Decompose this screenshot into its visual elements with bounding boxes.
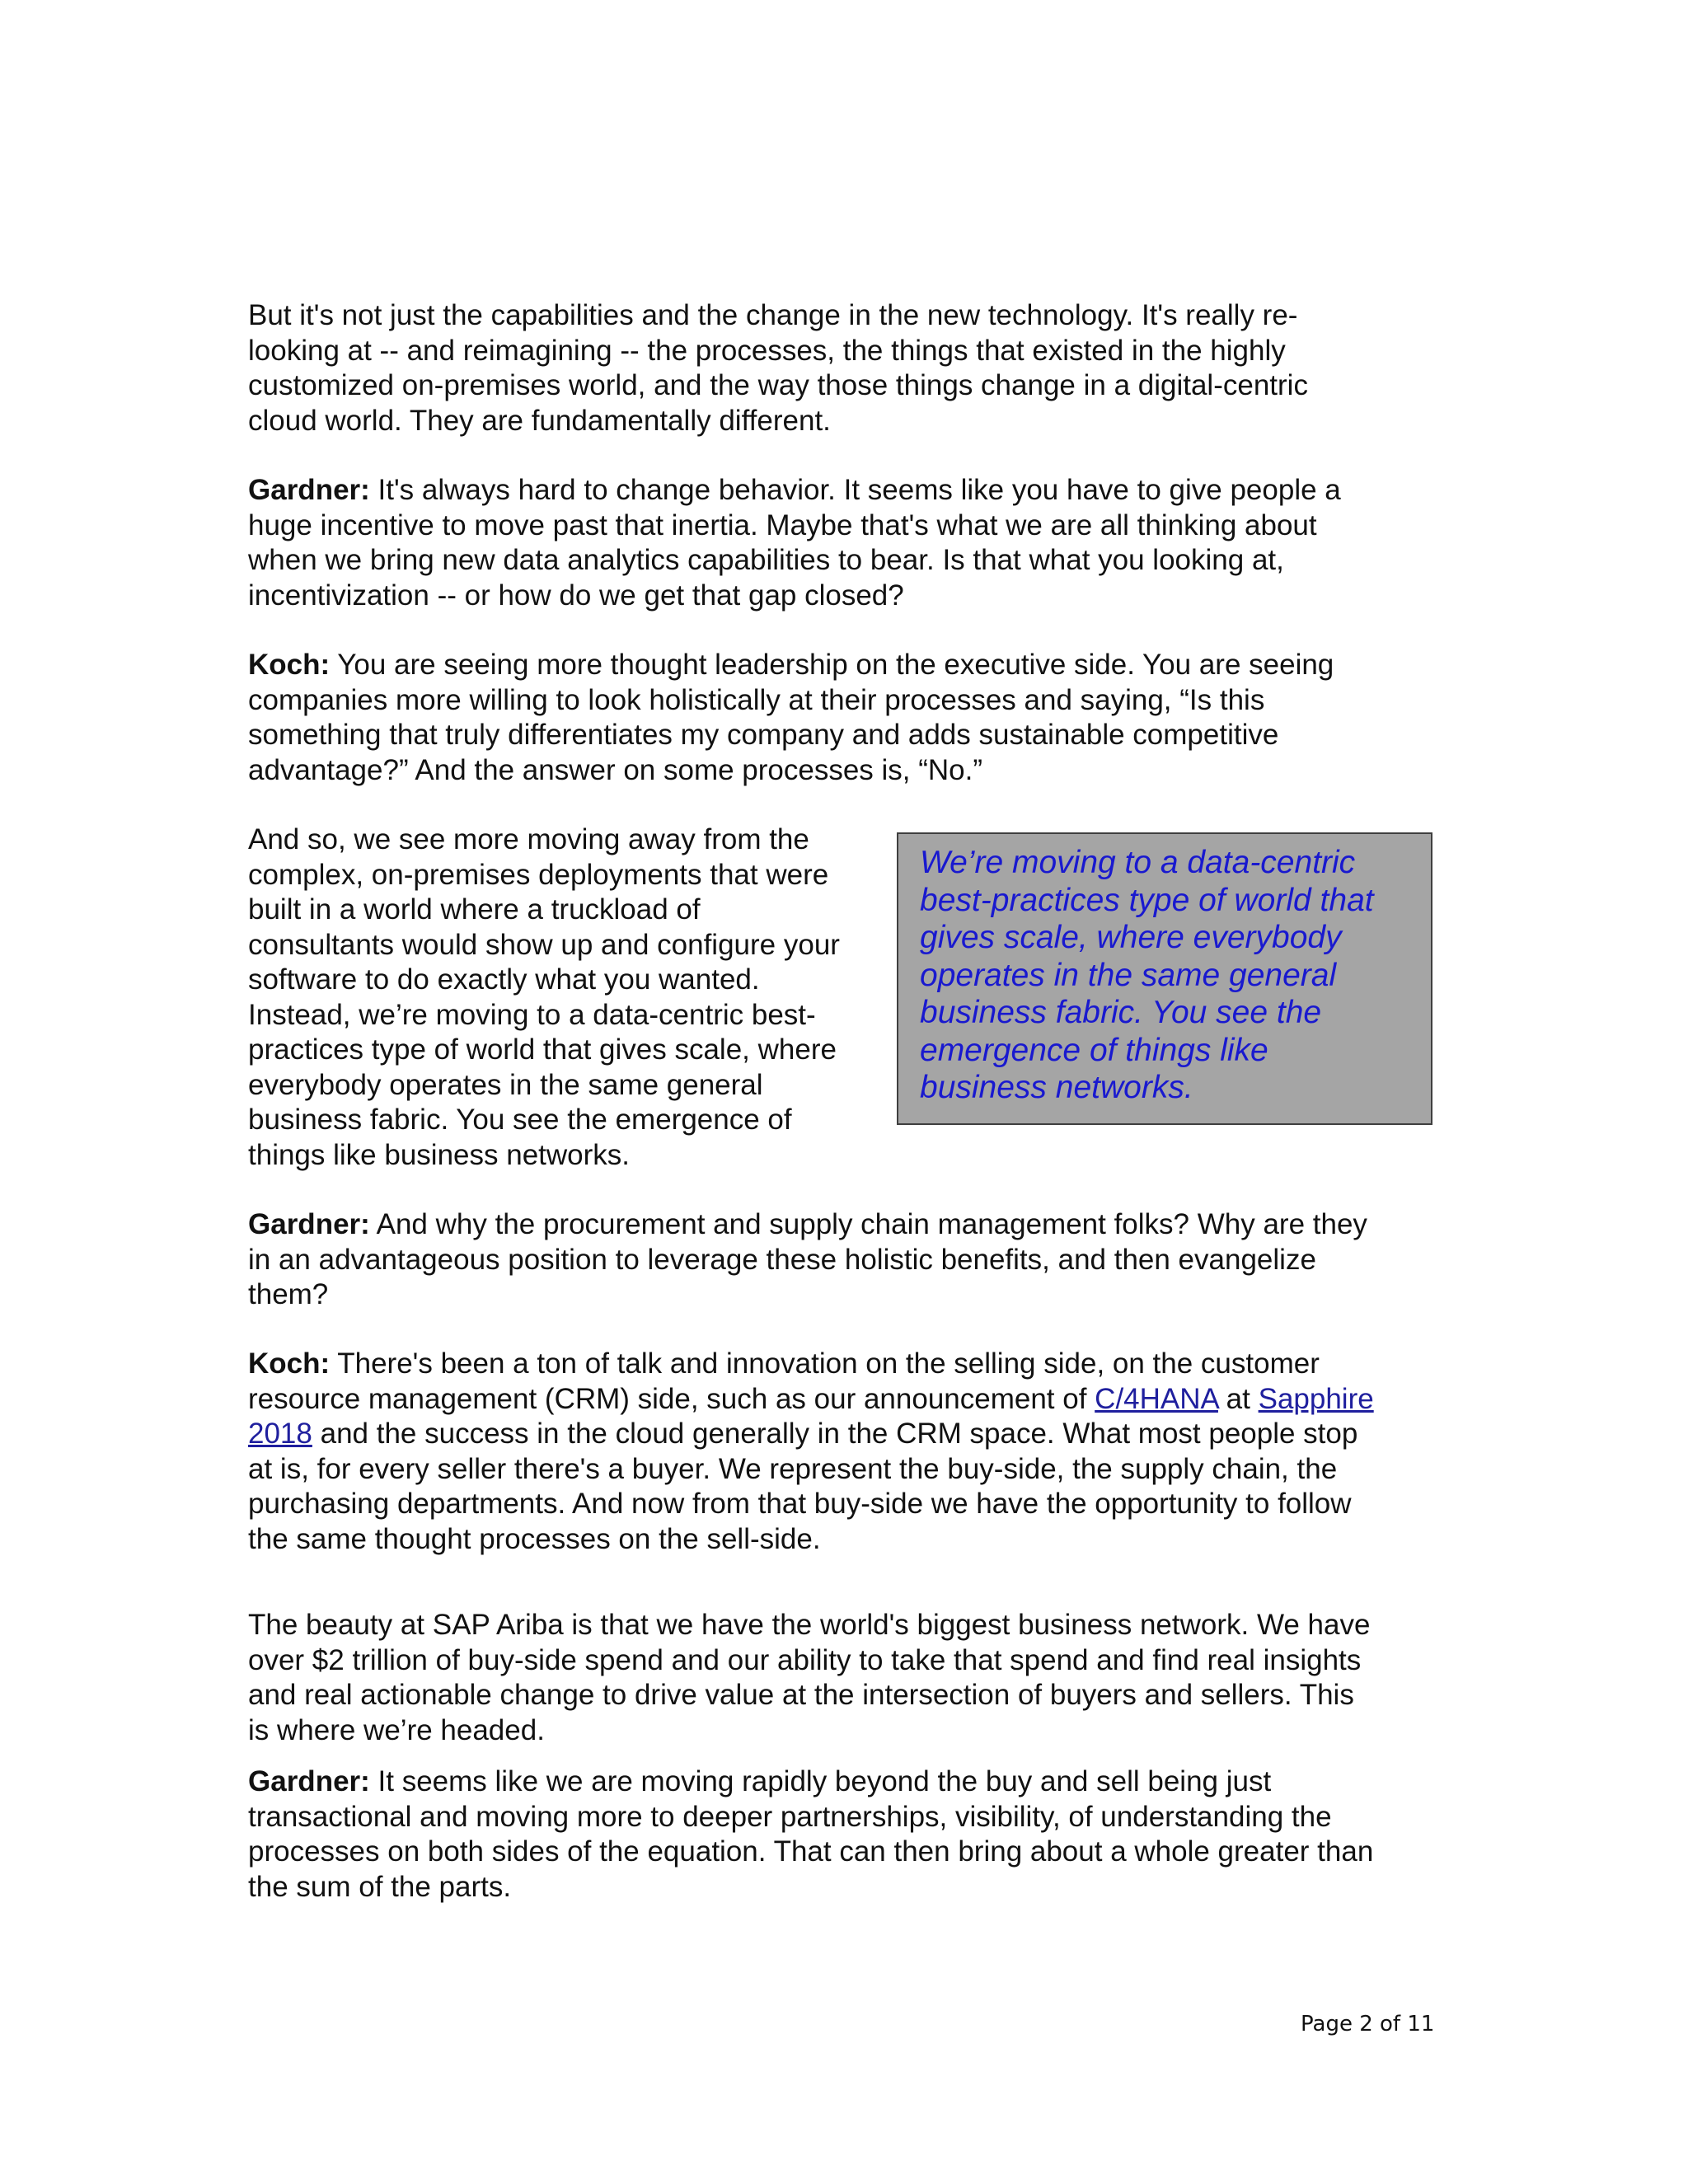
link-c4hana[interactable]: C/4HANA	[1095, 1382, 1218, 1415]
speaker-label: Gardner:	[248, 1208, 370, 1240]
paragraph-text	[248, 1207, 1443, 1313]
speaker-text: There's been a ton of talk and innovation on the selling side, on the customer resource management (CRM) side, such as our announcement of	[248, 1347, 1320, 1415]
speaker-text: You are seeing more thought leadership on the executive side. You are seeing companies more willing to look holistically at their processes and saying, “Is this something that truly differentiates my company and adds sustainable competitive advantage?” And the answer on some processes is, “No.”	[248, 649, 1334, 786]
paragraph-text	[248, 1765, 1443, 1905]
link-sapphire-2018-line1[interactable]: Sapphire	[1258, 1382, 1374, 1415]
speaker-text: at	[1217, 1382, 1259, 1415]
link-sapphire-2018-line2[interactable]: 2018	[248, 1418, 312, 1450]
speaker-text: It seems like we are moving rapidly beyond the buy and sell being just transactional and moving more to deeper partnerships, visibility, of understanding the processes on both sides of the equation. That can then bring about a whole greater than the sum of the parts.	[248, 1765, 1374, 1903]
paragraph-text: The beauty at SAP Ariba is that we have the world's biggest business network. We have over $2 trillion of buy-side spend and our ability to take that spend and find real insights and real actionable change to drive value at the intersection of buyers and sellers. This is where we’re headed.	[248, 1609, 1371, 1746]
speaker-text: And why the procurement and supply chain management folks? Why are they in an advantageous position to leverage these holistic benefits, and then evangelize them?	[248, 1208, 1367, 1310]
pull-quote-box	[897, 832, 1432, 1125]
paragraph-koch-continued	[248, 823, 891, 1173]
pull-quote-text: We’re moving to a data-centric best-practices type of world that gives scale, where everybody operates in the same general business fabric. You see the emergence of things like business networks.	[920, 845, 1374, 1105]
paragraph-intro	[248, 298, 1443, 438]
paragraph-text: But it's not just the capabilities and the change in the new technology. It's really re- looking at -- and reimagining -- the processes, the things that existed in the highly customized on-premises world, and the way those things change in a digital-centric cloud world. They are fundamentally different.	[248, 299, 1308, 437]
speaker-label: Gardner:	[248, 474, 370, 506]
paragraph-koch-1	[248, 648, 1443, 788]
paragraph-text	[248, 648, 1443, 788]
paragraph-text	[248, 473, 1443, 613]
paragraph-koch-2	[248, 1347, 1443, 1557]
paragraph-gardner-2	[248, 1207, 1443, 1313]
paragraph-gardner-3	[248, 1765, 1443, 1905]
speaker-label: Koch:	[248, 649, 331, 681]
paragraph-text: And so, we see more moving away from the complex, on-premises deployments that were built in a world where a truckload of consultants would show up and configure your software to do exactly what you wanted. Instead, we’re moving to a data-centric best- practices type of world that gives scale, where everybody operates in the same general business fabric. You see the emergence of things like business networks.	[248, 823, 840, 1171]
speaker-label: Koch:	[248, 1347, 331, 1380]
paragraph-sap-ariba	[248, 1608, 1443, 1748]
speaker-text: and the success in the cloud generally in the CRM space. What most people stop at is, for every seller there's a buyer. We represent the buy-side, the supply chain, the purchasing departments. And now from that buy-side we have the opportunity to follow the same thought processes on the sell-side.	[248, 1418, 1358, 1555]
paragraph-gardner-1	[248, 473, 1443, 613]
page-number: Page 2 of 11	[1301, 2012, 1435, 2036]
speaker-text: It's always hard to change behavior. It seems like you have to give people a huge incentive to move past that inertia. Maybe that's what we are all thinking about when we bring new data analytics capabilities to bear. Is that what you looking at, incentivization -- or how do we get that gap closed?	[248, 474, 1341, 612]
speaker-label: Gardner:	[248, 1765, 370, 1797]
paragraph-text	[248, 1347, 1443, 1557]
